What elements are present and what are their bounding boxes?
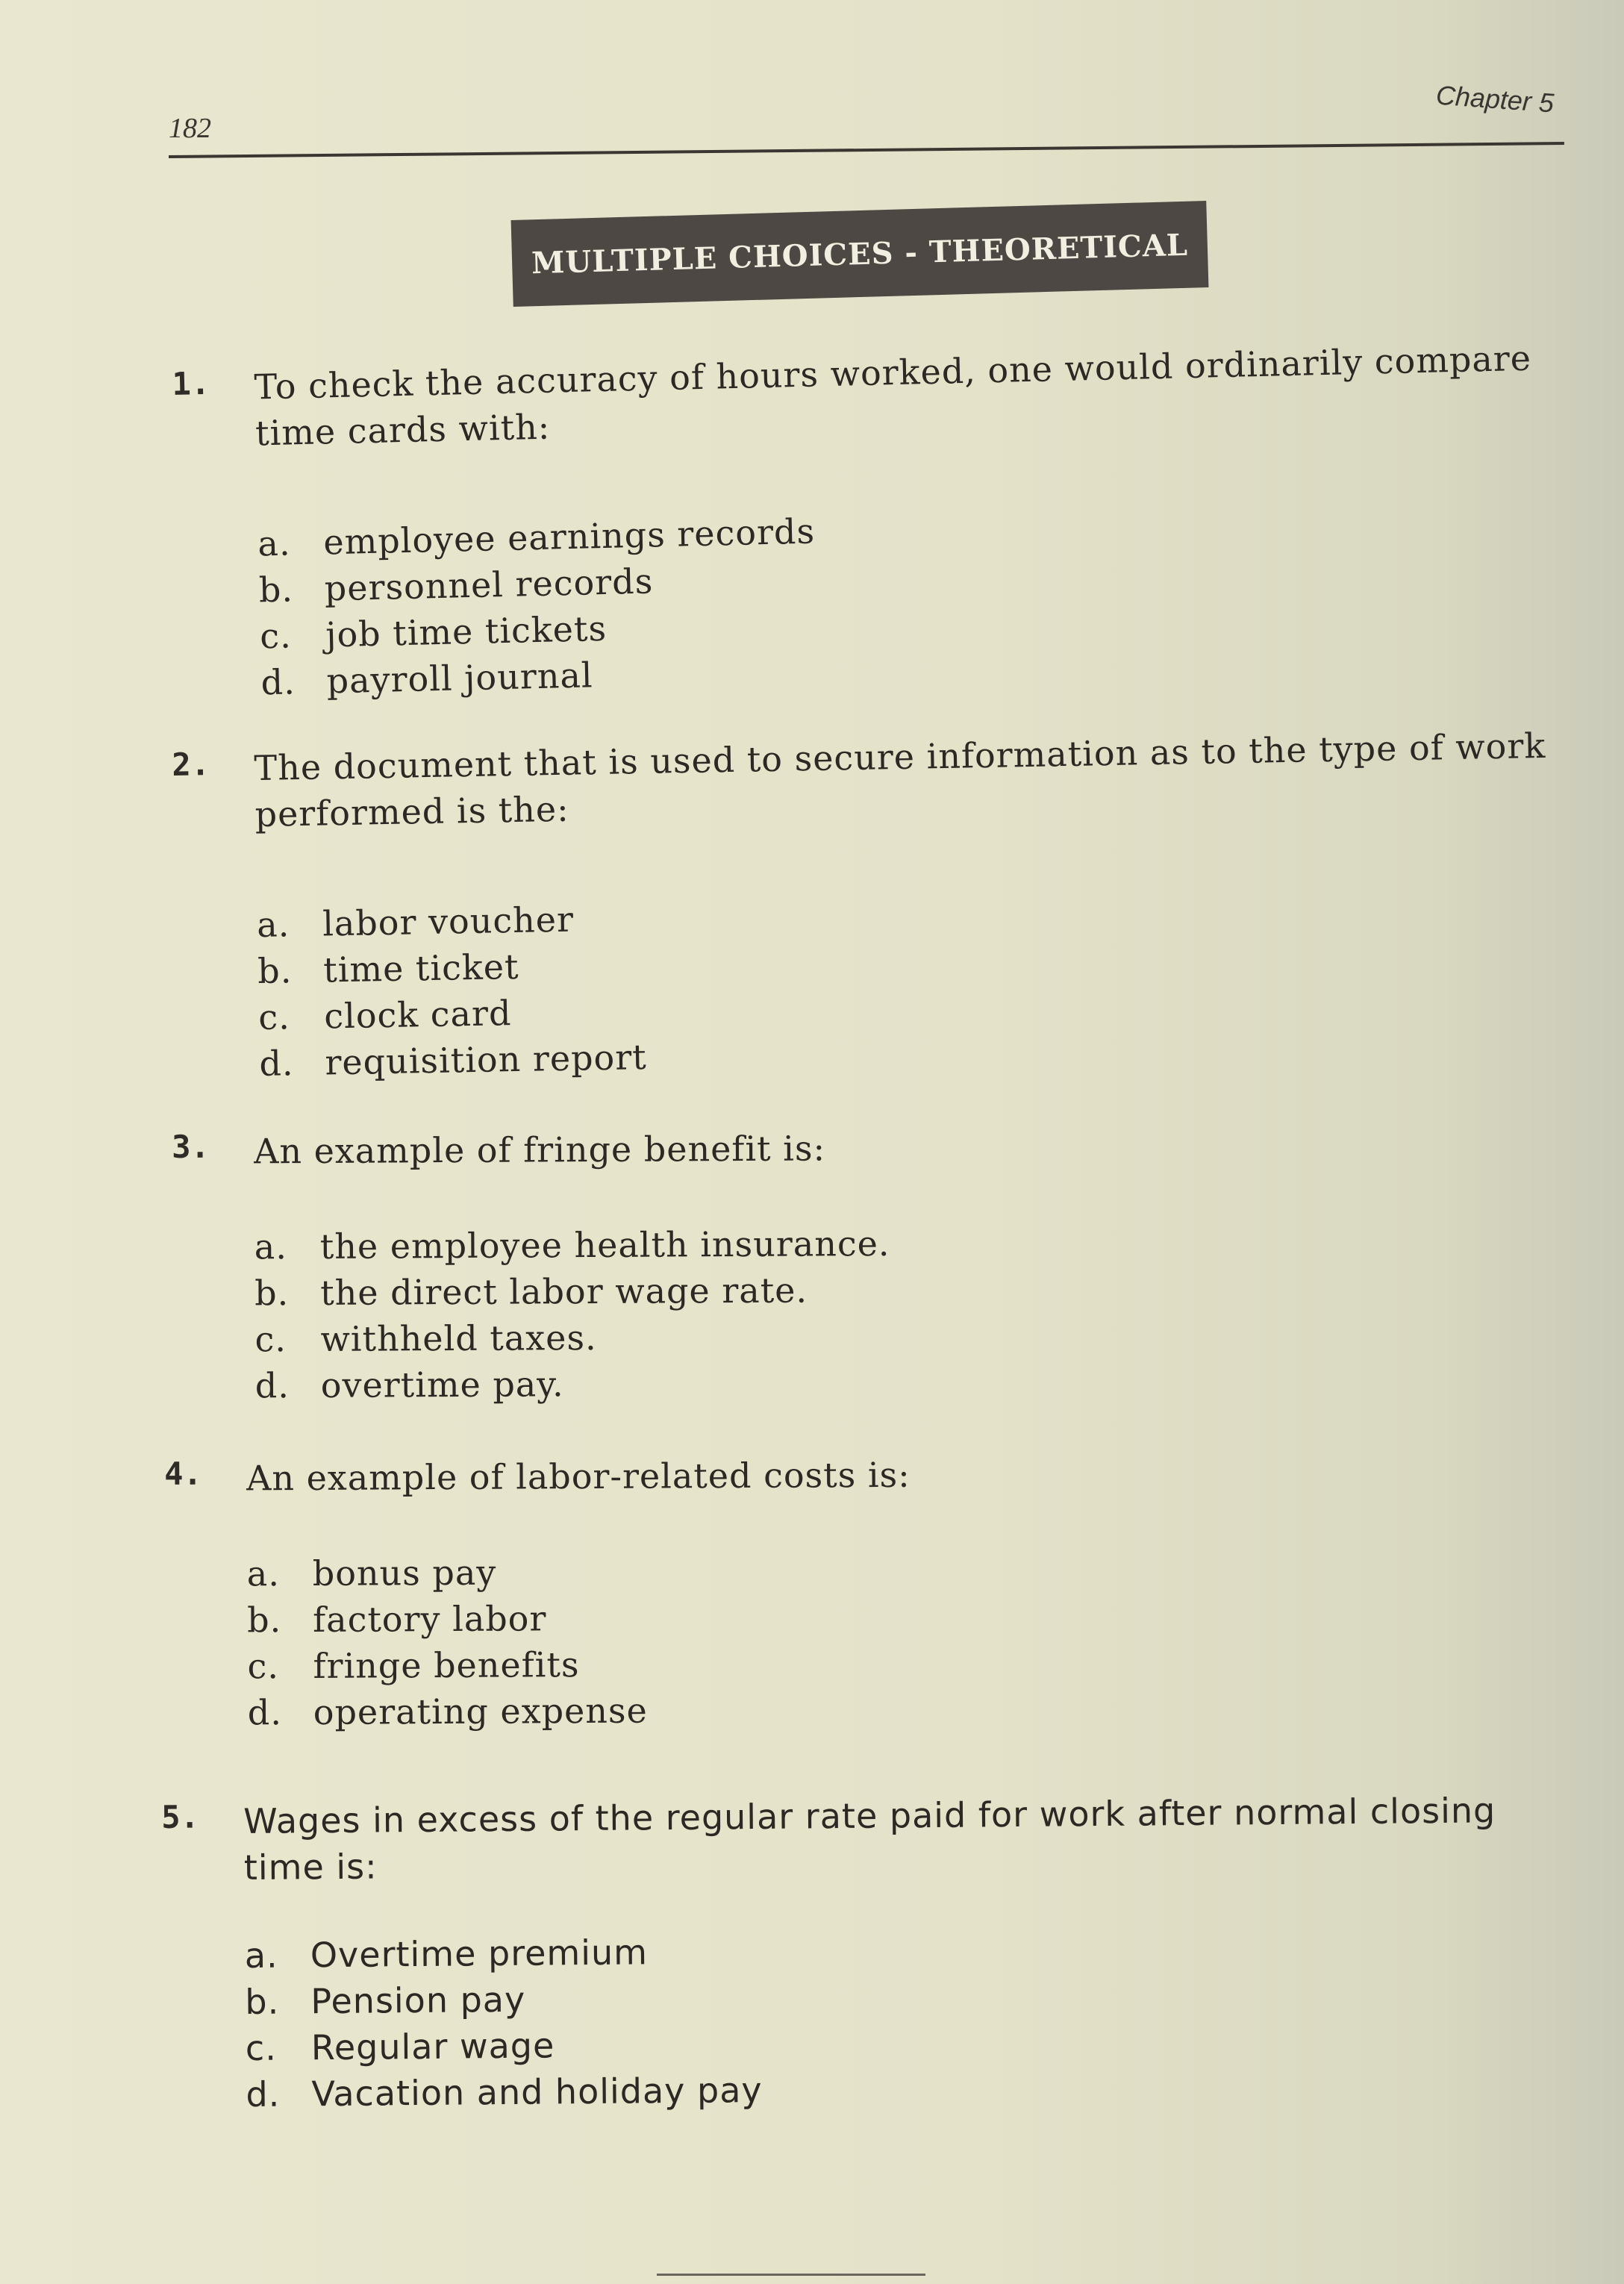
option-a bbox=[247, 1545, 1292, 1597]
question-number: 3. bbox=[172, 1128, 210, 1165]
option-letter: c. bbox=[259, 615, 293, 657]
option-text: factory labor bbox=[313, 1598, 547, 1640]
header-rule bbox=[169, 142, 1564, 158]
option-text: job time tickets bbox=[325, 608, 608, 655]
question-text: To check the accuracy of hours worked, one would ordinarily compare time cards with: bbox=[254, 337, 1532, 454]
option-letter: b. bbox=[245, 1981, 280, 2023]
chapter-label: Chapter 5 bbox=[1434, 79, 1555, 119]
question-1 bbox=[172, 334, 1560, 703]
option-text: withheld taxes. bbox=[320, 1317, 597, 1359]
option-letter: c. bbox=[245, 2027, 278, 2069]
option-letter: a. bbox=[246, 1553, 281, 1594]
option-list bbox=[247, 1545, 1293, 1735]
option-list bbox=[257, 497, 1306, 706]
bottom-rule bbox=[657, 2274, 925, 2276]
section-title: MULTIPLE CHOICES - THEORETICAL bbox=[531, 227, 1189, 281]
option-text: overtime pay. bbox=[320, 1364, 564, 1405]
question-text: An example of fringe benefit is: bbox=[254, 1128, 826, 1172]
option-letter: c. bbox=[247, 1646, 280, 1687]
option-d bbox=[255, 1357, 1300, 1408]
question-number: 2. bbox=[172, 746, 210, 783]
option-letter: b. bbox=[258, 569, 294, 611]
option-text: Regular wage bbox=[310, 2025, 555, 2068]
option-text: clock card bbox=[323, 993, 512, 1037]
option-text: requisition report bbox=[324, 1036, 648, 1083]
option-c bbox=[254, 1311, 1299, 1362]
option-text: payroll journal bbox=[326, 655, 594, 702]
option-text: bonus pay bbox=[312, 1552, 497, 1594]
option-text: operating expense bbox=[313, 1690, 648, 1732]
option-text: personnel records bbox=[324, 561, 654, 609]
option-d bbox=[248, 1684, 1293, 1735]
option-letter: d. bbox=[247, 1692, 283, 1733]
option-text: Vacation and holiday pay bbox=[311, 2069, 763, 2115]
question-text: The document that is used to secure information as to the type of work performed is the: bbox=[254, 725, 1546, 835]
option-letter: a. bbox=[256, 904, 290, 946]
question-4 bbox=[164, 1448, 1552, 1733]
question-text: Wages in excess of the regular rate paid for work after normal closing time is: bbox=[243, 1790, 1496, 1888]
option-list bbox=[257, 884, 1305, 1087]
option-a bbox=[254, 1218, 1299, 1270]
option-letter: b. bbox=[254, 1273, 290, 1314]
option-text: the direct labor wage rate. bbox=[320, 1270, 808, 1313]
option-text: the employee health insurance. bbox=[319, 1223, 890, 1267]
option-b bbox=[254, 1264, 1299, 1316]
option-letter: b. bbox=[247, 1600, 282, 1641]
option-letter: d. bbox=[258, 1043, 294, 1085]
option-text: labor voucher bbox=[322, 899, 575, 944]
option-list bbox=[254, 1218, 1300, 1408]
question-number: 5. bbox=[161, 1798, 200, 1835]
option-c bbox=[247, 1638, 1292, 1689]
question-number: 1. bbox=[172, 364, 210, 402]
option-letter: d. bbox=[254, 1365, 290, 1406]
option-letter: d. bbox=[260, 661, 296, 703]
option-letter: d. bbox=[246, 2074, 281, 2115]
option-letter: a. bbox=[257, 522, 292, 564]
question-5 bbox=[161, 1787, 1549, 2115]
question-number: 4. bbox=[164, 1455, 202, 1492]
question-3 bbox=[172, 1121, 1560, 1406]
section-title-banner bbox=[511, 201, 1209, 307]
option-text: Pension pay bbox=[310, 1979, 526, 2022]
option-list bbox=[245, 1923, 1291, 2118]
option-letter: c. bbox=[257, 996, 291, 1038]
question-text: An example of labor-related costs is: bbox=[246, 1454, 911, 1499]
option-letter: a. bbox=[244, 1935, 278, 1976]
option-text: Overtime premium bbox=[310, 1932, 649, 1976]
option-d bbox=[246, 2062, 1290, 2118]
option-text: fringe benefits bbox=[313, 1644, 580, 1686]
option-letter: c. bbox=[254, 1319, 287, 1360]
page-number: 182 bbox=[169, 113, 211, 144]
option-letter: b. bbox=[257, 950, 293, 992]
option-b bbox=[247, 1591, 1292, 1643]
question-2 bbox=[172, 723, 1560, 1085]
option-text: time ticket bbox=[322, 946, 519, 990]
option-letter: a. bbox=[254, 1226, 288, 1267]
option-text: employee earnings records bbox=[322, 511, 816, 563]
